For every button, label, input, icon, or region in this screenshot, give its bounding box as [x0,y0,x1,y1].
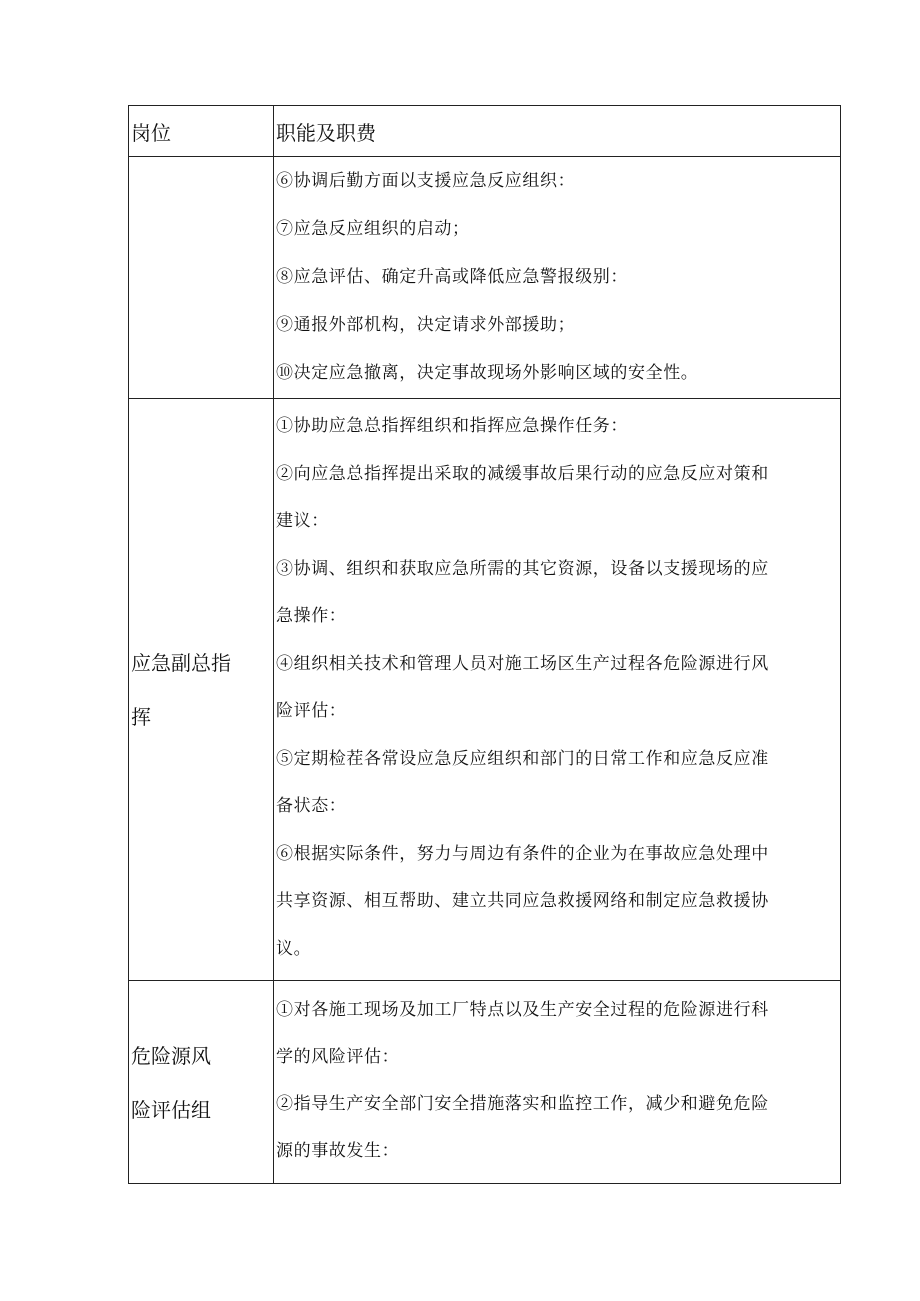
header-position: 岗位 [129,106,274,157]
duty-line: 建议： [276,511,329,531]
position-cell [129,399,274,981]
duties-table [128,105,841,1184]
duty-line: ⑧应急评估、确定升高或降低应急警报级别： [276,267,628,287]
duty-line: ⑦应急反应组织的启动； [276,219,470,239]
duty-line: ⑥协调后勤方面以支援应急反应组织： [276,171,576,191]
position-cell [129,981,274,1184]
duty-line: 共享资源、相互帮助、建立共同应急救援网络和制定应急救援协 [276,891,769,911]
position-line: 应急副总指 [131,651,231,675]
duty-line: ⑨通报外部机构，决定请求外部援助； [276,315,576,335]
duty-line: ③协调、组织和获取应急所需的其它资源，设备以支援现场的应 [276,558,769,579]
duty-line: 备状态： [276,796,347,816]
duties-cell [274,981,841,1184]
duty-line: ④组织相关技术和管理人员对施工场区生产过程各危险源进行风 [276,653,769,674]
table-header-row [129,106,841,157]
table-row [129,157,841,399]
duty-line: ⑩决定应急撤离，决定事故现场外影响区域的安全性。 [276,363,699,383]
duty-line: ①协助应急总指挥组织和指挥应急操作任务： [276,416,628,436]
position-cell [129,157,274,399]
duty-line: ⑥根据实际条件，努力与周边有条件的企业为在事故应急处理中 [276,843,769,864]
duty-line: 险评估： [276,701,347,721]
duty-line: ②向应急总指挥提出采取的减缓事故后果行动的应急反应对策和 [276,463,769,484]
table-row [129,981,841,1184]
duty-line: ②指导生产安全部门安全措施落实和监控工作，减少和避免危险 [276,1094,769,1114]
duty-line: ⑤定期检茬各常设应急反应组织和部门的日常工作和应急反应准 [276,748,769,769]
duty-line: 源的事故发生： [276,1141,400,1161]
position-line: 挥 [131,705,151,729]
header-duties: 职能及职费 [274,106,841,157]
duties-cell [274,399,841,981]
position-line: 危险源风 [131,1044,211,1068]
duty-line: ①对各施工现场及加工厂特点以及生产安全过程的危险源进行科 [276,1000,769,1020]
duties-cell [274,157,841,399]
duty-line: 议。 [276,938,312,959]
duty-line: 急操作： [276,606,347,626]
duty-line: 学的风险评估： [276,1047,400,1067]
table-row [129,399,841,981]
position-line: 险评估组 [131,1098,211,1122]
